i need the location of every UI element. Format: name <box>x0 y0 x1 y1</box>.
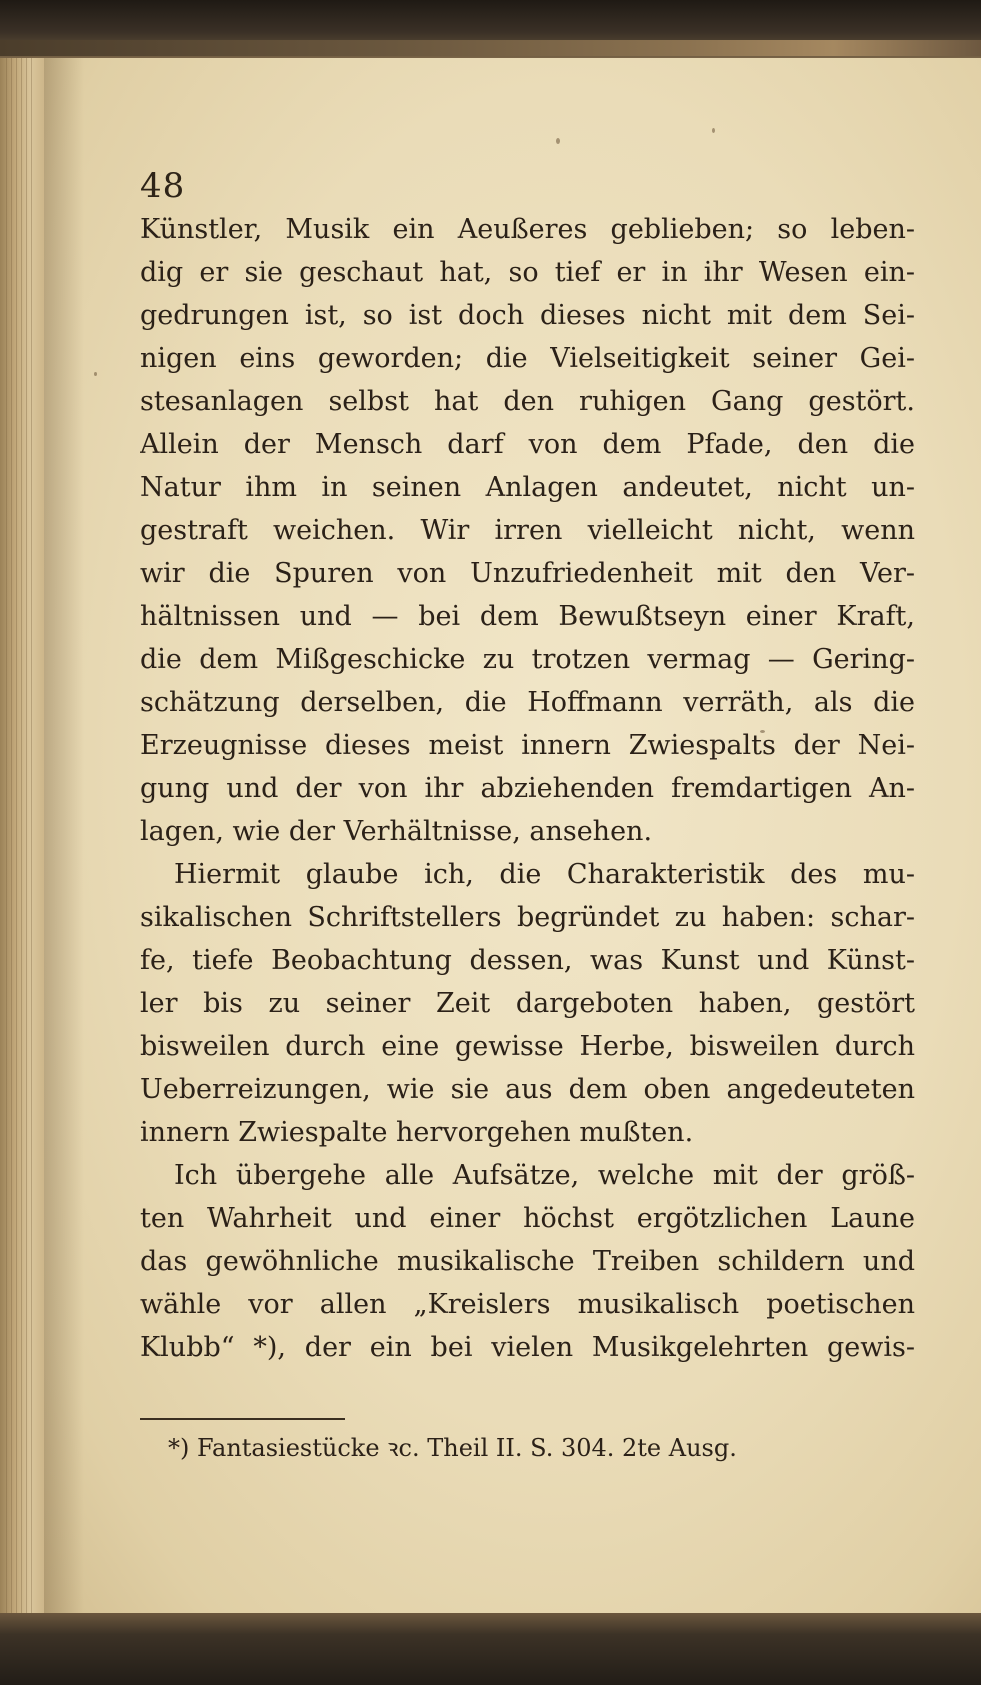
text-line: innern Zwiespalte hervorgehen mußten. <box>140 1117 694 1148</box>
book-bottom-edge <box>0 1613 981 1685</box>
text-line: ten Wahrheit und einer höchst ergötzlichen Laune <box>140 1203 915 1234</box>
paragraph-start-line: Hiermit glaube ich, die Charakteristik des mu- <box>174 859 915 890</box>
text-line: gedrungen ist, so ist doch dieses nicht mit dem Sei- <box>140 300 915 331</box>
paper-speck <box>94 372 97 376</box>
text-line: wähle vor allen „Kreislers musikalisch poetischen <box>140 1289 915 1320</box>
text-line: gung und der von ihr abziehenden fremdartigen An- <box>140 773 915 804</box>
text-line: lagen, wie der Verhältnisse, ansehen. <box>140 816 653 847</box>
gutter-shadow <box>44 58 84 1613</box>
text-line: dig er sie geschaut hat, so tief er in ihr Wesen ein- <box>140 257 915 288</box>
book-cover-edge <box>0 40 981 56</box>
text-line: Allein der Mensch darf von dem Pfade, den die <box>140 429 915 460</box>
text-line: ler bis zu seiner Zeit dargeboten haben, gestört <box>140 988 915 1019</box>
text-line: bisweilen durch eine gewisse Herbe, bisweilen durch <box>140 1031 915 1062</box>
text-line: wir die Spuren von Unzufriedenheit mit den Ver- <box>140 558 915 589</box>
text-line: das gewöhnliche musikalische Treiben schildern und <box>140 1246 915 1277</box>
text-line: Erzeugnisse dieses meist innern Zwiespalts der Nei- <box>140 730 915 761</box>
text-line: Künstler, Musik ein Aeußeres geblieben; so leben- <box>140 214 915 245</box>
footnote-rule <box>140 1418 345 1420</box>
paper-speck <box>712 128 715 133</box>
text-line: sikalischen Schriftstellers begründet zu haben: schar- <box>140 902 915 933</box>
text-line: Klubb“ *), der ein bei vielen Musikgelehrten gewis- <box>140 1332 915 1363</box>
text-line: schätzung derselben, die Hoffmann verräth, als die <box>140 687 915 718</box>
footnote: *) Fantasiestücke ꝛc. Theil II. S. 304. 2te Ausg. <box>168 1434 737 1462</box>
text-line: Ueberreizungen, wie sie aus dem oben angedeuteten <box>140 1074 915 1105</box>
text-line: nigen eins geworden; die Vielseitigkeit seiner Gei- <box>140 343 915 374</box>
page-stack-edges <box>6 58 36 1613</box>
page-number: 48 <box>140 166 186 206</box>
text-line: fe, tiefe Beobachtung dessen, was Kunst und Künst- <box>140 945 915 976</box>
body-text <box>140 208 915 1369</box>
text-line: stesanlagen selbst hat den ruhigen Gang gestört. <box>140 386 915 417</box>
text-line: gestraft weichen. Wir irren vielleicht nicht, wenn <box>140 515 915 546</box>
paper-speck <box>556 138 560 144</box>
text-line: die dem Mißgeschicke zu trotzen vermag — Gering- <box>140 644 915 675</box>
text-line: Natur ihm in seinen Anlagen andeutet, nicht un- <box>140 472 915 503</box>
text-line: hältnissen und — bei dem Bewußtseyn einer Kraft, <box>140 601 915 632</box>
paragraph-start-line: Ich übergehe alle Aufsätze, welche mit der größ- <box>174 1160 915 1191</box>
